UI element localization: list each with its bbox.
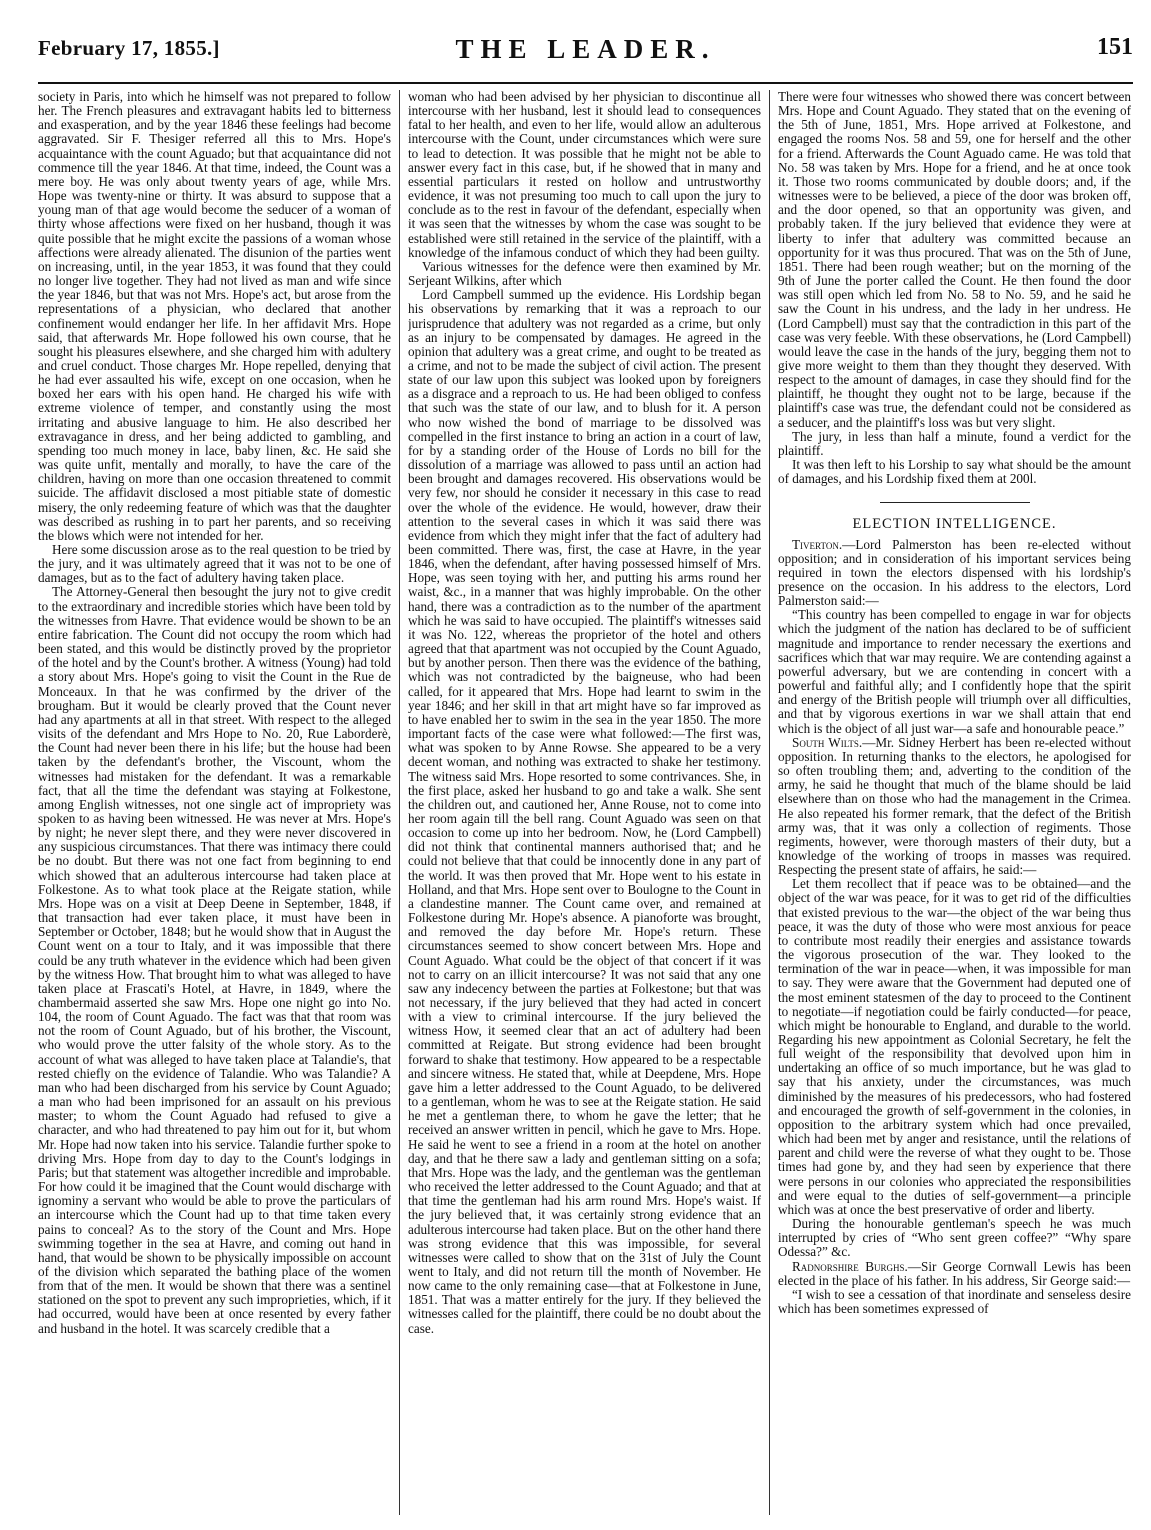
election-text: —Mr. Sidney Herbert has been re-elected without opposition. In returning thanks to the electors, he apologised for so often troubling them; and, adverting to the condition of the army, he said he thought that much of the blame should be laid elsewhere than on those who had the management in the Crimea. He also repeated his former remark, that the defect of the British army was, that it was only a collection of regiments. Those regiments, however, were thorough masters of their duty, but a knowledge of the working of troops in masses was required. Respecting the present state of affairs, he said:— <box>778 734 1131 878</box>
election-item <box>778 1260 1131 1288</box>
paragraph: There were four witnesses who showed there was concert between Mrs. Hope and Count Aguado. They stated that on the evening of the 5th of June, 1851, Mrs. Hope arrived at Folkestone, and engaged the rooms Nos. 58 and 59, one for herself and the other for a friend. Afterwards the Count Aguado came. He was told that No. 58 was taken by Mrs. Hope for a friend, and he at once took it. Those two rooms communicated by double doors; and, if the witnesses were to be believed, a piece of the door was broken off, and the door opened, so that an opportunity was given, and probably taken. If the jury believed that evidence they were at liberty to infer that adultery was committed because an opportunity for it was thus procured. That was on the 5th of June, 1851. There had been rough weather; but on the morning of the 9th of June the porter called the Count. He then found the door was still open which led from No. 58 to No. 59, and he said he saw the Count in his undress, and the lady in her undress. He (Lord Campbell) must say that the contradiction in this part of the case was very feeble. With these observations, he (Lord Campbell) would leave the case in the hands of the jury, begging them not to give more weight to them than they thought they deserved. With respect to the amount of damages, in case they should find for the plaintiff, he thought they ought not to be large, because if the plaintiff's case was true, the defendant could not be considered as a seducer, and the plaintiff's loss was but very slight. <box>778 90 1131 430</box>
column-divider <box>769 90 770 1515</box>
election-item: During the honourable gentleman's speech he was much interrupted by cries of “Who sent green coffee?” “Why spare Odessa?” &c. <box>778 1216 1131 1260</box>
page-header <box>38 28 1133 68</box>
speech-quote: Let them recollect that if peace was to be obtained—and the object of the war was peace, for it was to get rid of the difficulties that existed previous to the war—the object of the war being thus peace, it was the duty of those who were most anxious for peace to contribute most readily their energies and assistance towards the vigorous prosecution of the war. They looked to the termination of the war in peace—when, it was impossible for man to say. They were aware that the Government had deputed one of the most eminent statesmen of the day to proceed to the Continent to negotiate—if negotiation could be fairly conducted—for peace, which might be honourable to England, and durable to the world. Regarding his new appointment as Colonial Secretary, he felt the full weight of the responsibility that devolved upon him in undertaking an office of so much importance, but he was glad to say that his anxiety, under the circumstances, was much diminished by the measures of his predecessors, who had fostered and encouraged the growth of self-government in the colonies, in opposition to the arbitrary system which had once prevailed, which had been met by anger and resistance, until the relations of parent and child were the reverse of what they ought to be. Those times had gone by, and they had seen by experience that there were persons in our colonies who appreciated the responsibilities and were equal to the duties of self-government—a principle which was at once the best preservative of order and liberty. <box>778 876 1131 1217</box>
paragraph: society in Paris, into which he himself was not prepared to follow her. The French pleasures and extravagant habits led to bitterness and exasperation, and by the year 1846 these feelings had become aggravated. Sir F. Thesiger referred all this to Mrs. Hope's acquaintance with the count Aguado; but that acquaintance did not commence till the year 1846. At that time, indeed, the Count was a mere boy. He was only about twenty years of age, while Mrs. Hope was twenty-nine or thirty. It was absurd to suppose that a young man of that age would become the seducer of a woman of thirty whose affections were fixed on her husband, though it was quite possible that he might excite the passions of a woman whose affections were already alienated. The disunion of the parties went on increasing, until, in the year 1853, it was found that they could no longer live together. They had not lived as man and wife since the year 1846, but that was not Mrs. Hope's act, but arose from the representations of a physician, who declared that another confinement would endanger her life. In her affidavit Mrs. Hope said, that afterwards Mr. Hope followed his own course, that he sought his pleasures elsewhere, and she charged him with adultery and cruel conduct. Those charges Mr. Hope repelled, denying that he had ever assaulted his wife, except on one occasion, when he boxed her ears with his open hand. He charged his wife with extreme violence of temper, and constantly using the most irritating and abusive language to him. He also described her extravagance in dress, and her being addicted to gambling, and spending too much money in lace, baby linen, &c. He said she was quite unfit, mentally and morally, to have the care of the children, having on more than one occasion threatened to commit suicide. The affidavit disclosed a most pitiable state of domestic misery, the only redeeming feature of which was that the daughter was described as rushing in to part her parents, and so receiving the blows which were not intended for her. <box>38 90 391 543</box>
paragraph: Various witnesses for the defence were then examined by Mr. Serjeant Wilkins, after which <box>408 258 761 289</box>
section-heading: ELECTION INTELLIGENCE. <box>852 516 1057 533</box>
paragraph: The jury, in less than half a minute, found a verdict for the plaintiff. <box>778 428 1131 458</box>
place-name: Tiverton. <box>792 536 843 552</box>
page-number: 151 <box>1097 34 1133 60</box>
speech-quote: “I wish to see a cessation of that inordinate and senseless desire which has been sometimes expressed of <box>778 1286 1131 1316</box>
paragraph: Lord Campbell summed up the evidence. His Lordship began his observations by remarking that it was a reproach to our jurisprudence that adultery was not regarded as a crime, but only as an injury to be compensated by damages. He agreed in the opinion that adultery was a great crime, and ought to be treated as a crime, and not to be made the subject of civil action. The present state of our law upon this subject was looked upon by foreigners as a disgrace and a reproach to us. He had been obliged to confess that such was the state of our law, and to blush for it. A person who now wished the bond of marriage to be dissolved was compelled in the first instance to bring an action in a court of law, for by a standing order of the House of Lords no bill for the dissolution of a marriage was allowed to pass until an action had been brought and damages recovered. His observations would be very few, nor should he consider it necessary in this case to read over the whole of the evidence. He would, however, draw their attention to the several cases in which it was said there was evidence from which they might infer that the fact of adultery had been committed. There was, first, the case at Havre, in the year 1846, when the defendant, after having possessed himself of Mrs. Hope, was seen toying with her, and putting his arms round her waist, &c., in a manner that was highly improbable. On the other hand, there was a contradiction as to the number of the apartment which he was said to have occupied. The plaintiff's witnesses said it was No. 122, whereas the proprietor of the hotel and others agreed that that apartment was not occupied by the Count Aguado, but by another person. Then there was the evidence of the bathing, which was not contradicted by the baigneuse, who had been called, for it appeared that Mrs. Hope had learnt to swim in the year 1846; and her skill in that art might have so far improved as to have enabled her to swim in the sea in the year 1850. The more important facts of the case were what followed:—The first was, what was spoken to by Anne Rowse. She appeared to be a very decent woman, and nothing was extracted to shake her testimony. The witness said Mrs. Hope resorted to some contrivances. She, in the first place, asked her husband to go and take a walk. She sent the children out, and cautioned her, Anne Rouse, not to come into her room again till the bell rang. Count Aguado was seen on that occasion to come up into her bedroom. Now, he (Lord Campbell) did not think that continental manners authorised that; and he could not believe that that could be innocently done in any part of the world. It was then proved that Mr. Hope went to his estate in Holland, and that Mrs. Hope sent over to Boulogne to the Count in a clandestine manner. The Count came over, and remained at Folkestone during Mr. Hope's absence. A pianoforte was brought, and removed the day before Mr. Hope's return. These circumstances seemed to show concert between Mrs. Hope and Count Aguado. What could be the object of that concert if it was not to carry on an illicit intercourse? It was not said that any one saw any indecency between the parties at Folkestone; but that was not necessary, if the jury believed that they had acted in concert with a view to criminal intercourse. If the jury believed the witness How, it seemed clear that an act of adultery had been committed at Reigate. But strong evidence had been brought forward to shake that testimony. How appeared to be a respectable and sincere witness. He stated that, while at Deepdene, Mrs. Hope gave him a letter addressed to the Count Aguado, to be delivered to a gentleman, whom he was to see at the Reigate station. He said he met a gentleman there, to whom he gave the letter; that he received an answer written in pencil, which he gave to Mrs. Hope. He said he went to see a friend in a room at the hotel on another day, and that he there saw a lady and gentleman sitting on a sofa; that Mrs. Hope was the lady, and the gentleman was the gentleman who received the letter addressed to the Count Aguado; and that at that time the gentleman had his arm round Mrs. Hope's waist. If the jury believed that, it was certainly strong evidence that an adulterous intercourse had taken place. But on the other hand there was strong evidence that this was impossible, for several witnesses were called to show that on the 31st of July the Count went to Italy, and did not return till the month of November. He now came to the only remaining case—that at Folkestone in June, 1851. That was a matter entirely for the jury. If they believed the witnesses called for the plaintiff, there could be no doubt about the case. <box>408 287 761 1336</box>
newspaper-title: THE LEADER. <box>455 34 716 64</box>
paragraph: woman who had been advised by her physician to discontinue all intercourse with her husband, lest it should lead to consequences fatal to her health, and even to her life, would allow an adulterous intercourse with the Count, under circumstances which were sure to lead to detection. It was possible that he might not be able to answer every fact in this case, but, if he showed that in many and essential particulars it rested on hollow and untrustworthy evidence, it was not presuming too much to call upon the jury to conclude as to the rest in favour of the defendant, especially when it was seen that the witnesses by whom the case was sought to be established were still retained in the service of the plaintiff, with a knowledge of the infamous conduct of which they had been guilty. <box>408 90 761 260</box>
speech-quote: “This country has been compelled to engage in war for objects which the judgment of the nation has declared to be of sufficient magnitude and importance to render necessary the exertions and sacrifices which that war may require. We are contending against a powerful adversary, but we are contending in concert with a powerful and faithful ally; and I confidently hope that the spirit and energy of the British people will triumph over all difficulties, and that by vigorous exertions in war we shall attain that end which is the object of all just war—a safe and honourable peace.” <box>778 607 1131 736</box>
issue-date: February 17, 1855.] <box>38 36 220 60</box>
column-3 <box>778 90 1131 1515</box>
column-divider <box>399 90 400 1515</box>
election-item <box>778 538 1131 609</box>
paragraph: It was then left to his Lorship to say what should be the amount of damages, and his Lordship fixed them at 200l. <box>778 457 1131 487</box>
place-name: South Wilts. <box>792 734 863 750</box>
election-item <box>778 736 1131 878</box>
section-divider <box>880 502 1030 503</box>
column-2 <box>408 90 761 1515</box>
header-rule <box>38 82 1133 84</box>
place-name: Radnorshire Burghs. <box>792 1258 908 1274</box>
paragraph: Here some discussion arose as to the real question to be tried by the jury, and it was ultimately agreed that it was not to be one of damages, but as to the fact of adultery having taken place. <box>38 542 391 586</box>
paragraph: The Attorney-General then besought the jury not to give credit to the extraordinary and incredible stories which have been told by the witnesses from Havre. That evidence would be shown to be an entire fabrication. The Count did not occupy the room which had been stated, and this would be distinctly proved by the proprietor of the hotel and by the Count's brother. A witness (Young) had told a story about Mrs. Hope's going to visit the Count in the Rue de Monceaux. In that he was confirmed by the driver of the brougham. But it would be clearly proved that the Count never had any apartments at all in that street. With respect to the alleged visits of the defendant and Mrs Hope to No. 20, Rue Laborderè, the Count had never been there in his life; but the house had been taken by the defendant's brother, the Viscount, whom the witnesses had mistaken for the defendant. It was a remarkable fact, that all the time the defendant was staying at Folkestone, among English witnesses, not one single act of impropriety was spoken to as having been witnessed. He was never at Mrs. Hope's by night; he never slept there, and they were never discovered in any suspicious circumstances. That there was intimacy there could be no doubt. But there was not one fact from beginning to end which showed that an adulterous intercourse had taken place at Folkestone. As to what took place at the Reigate station, while Mrs. Hope was on a visit at Deep Deene in September, 1848, if that transaction had ever taken place, it must have been in September or October, 1848; but he would show that in August the Count went on a tour to Italy, and it was impossible that there could be any truth whatever in the evidence which had been given by the witness How. That brought him to what was alleged to have taken place at Frascati's Hotel, at Havre, in 1849, where the chambermaid asserted she saw Mrs. Hope one night go into No. 104, the room of Count Aguado. The fact was that that room was not the room of Count Aguado, but of his brother, the Viscount, who would prove the utter falsity of the whole story. As to the account of what was alleged to have taken place at Talandie's, that rested chiefly on the evidence of Talandie. Who was Talandie? A man who had been discharged from his service by Count Aguado; a man who had been imprisoned for an assault on his previous master; to whom the Count Aguado had refused to give a character, and who had threatened to pay him out for it, but whom Mr. Hope had now taken into his service. Talandie further spoke to driving Mrs. Hope from day to day to the Count's lodgings in Paris; but that statement was altogether incredible and improbable. For how could it be imagined that the Count would discharge with ignominy a servant who would be able to prove the particulars of an intercourse which the Count had up to that time taken every pains to conceal? As to the story of the Count and Mrs. Hope swimming together in the sea at Havre, and coming out hand in hand, that would be shown to be physically impossible on account of the division which separated the bathing place of the women from that of the men. It would be shown that there was a sentinel stationed on the spot to prevent any such improprieties, which, if it had occurred, would have been at once resented by every father and husband in the hotel. It was scarcely credible that a <box>38 584 391 1336</box>
column-1 <box>38 90 391 1515</box>
election-text: —Lord Palmerston has been re-elected without opposition; and in consideration of his important services being required in town the electors dispensed with his lordship's presence on the occasion. In his address to the electors, Lord Palmerston said:— <box>778 536 1131 609</box>
election-text: —Sir George Cornwall Lewis has been elected in the place of his father. In his address, Sir George said:— <box>778 1258 1131 1288</box>
